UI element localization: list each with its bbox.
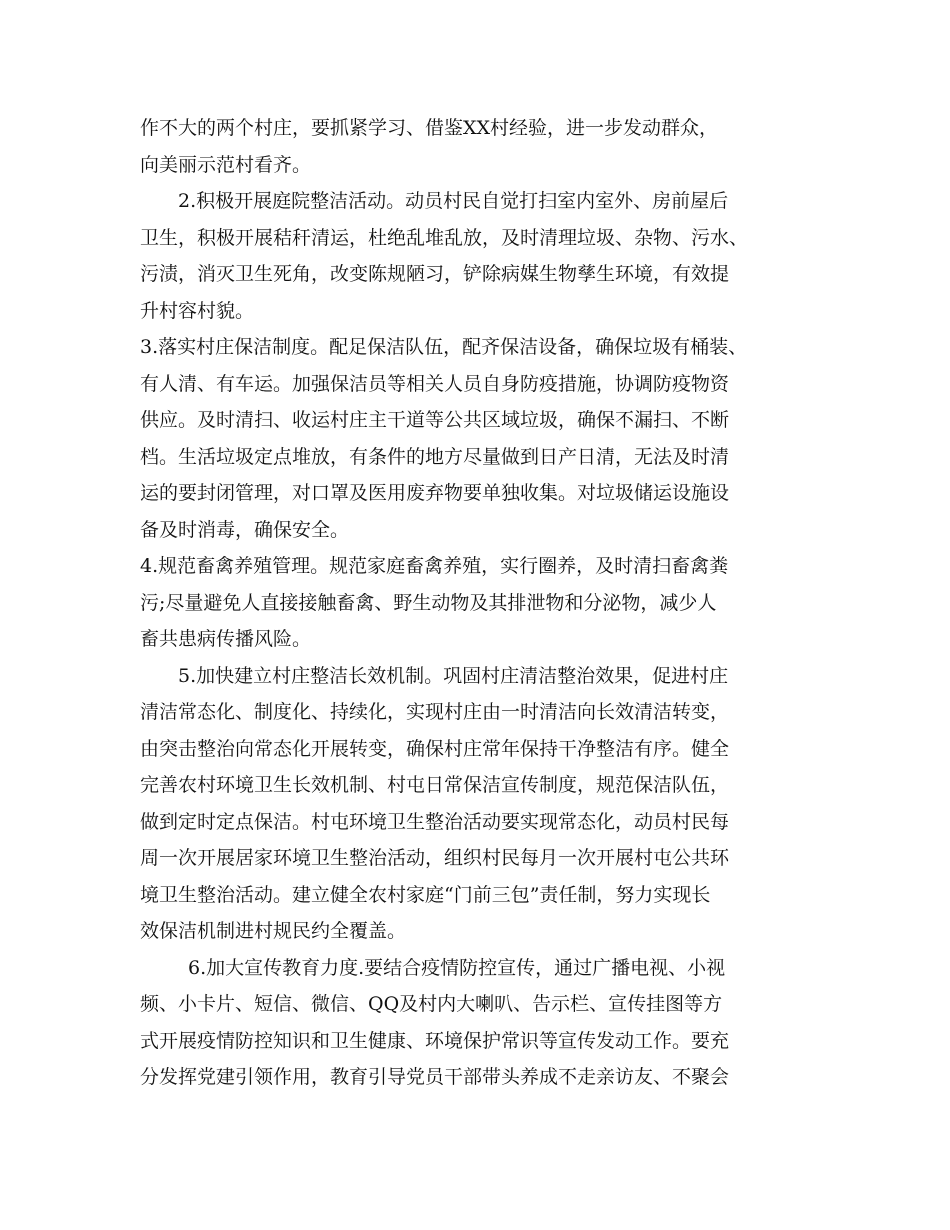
text-line: 由突击整治向常态化开展转变，确保村庄常年保持干净整洁有序。健全 — [140, 737, 730, 760]
text-line: 4.规范畜禽养殖管理。规范家庭畜禽养殖，实行圈养，及时清扫畜禽粪 — [140, 555, 729, 577]
text-line: 5.加快建立村庄整洁长效机制。巩固村庄清洁整治效果，促进村庄 — [178, 664, 729, 687]
text-line: 完善农村环境卫生长效机制、村屯日常保洁宣传制度，规范保洁队伍， — [140, 774, 730, 796]
text-line: 6.加大宣传教育力度.要结合疫情防控宣传，通过广播电视、小视 — [188, 956, 726, 979]
text-line: 境卫生整治活动。建立健全农村家庭“门前三包”责任制，努力实现长 — [140, 883, 711, 906]
document-body — [140, 110, 830, 1096]
text-line: 效保洁机制进村规民约全覆盖。 — [140, 920, 407, 942]
text-line: 供应。及时清扫、收运村庄主干道等公共区域垃圾，确保不漏扫、不断 — [140, 409, 730, 431]
text-line: 档。生活垃圾定点堆放，有条件的地方尽量做到日产日清，无法及时清 — [140, 445, 730, 468]
text-line: 式开展疫情防控知识和卫生健康、环境保护常识等宣传发动工作。要充 — [140, 1029, 730, 1052]
text-line: 升村容村貌。 — [140, 299, 255, 322]
text-line: 2.积极开展庭院整洁活动。动员村民自觉打扫室内室外、房前屋后 — [178, 190, 729, 212]
text-line: 卫生，积极开展秸秆清运，杜绝乱堆乱放，及时清理垃圾、杂物、污水、 — [140, 226, 749, 249]
text-line: 运的要封闭管理，对口罩及医用废弃物要单独收集。对垃圾储运设施设 — [140, 482, 730, 504]
text-line: 畜共患病传播风险。 — [140, 628, 312, 650]
text-line: 有人清、有车运。加强保洁员等相关人员自身防疫措施，协调防疫物资 — [140, 372, 730, 395]
text-line: 做到定时定点保洁。村屯环境卫生整治活动要实现常态化，动员村民每 — [140, 810, 730, 833]
text-line: 频、小卡片、短信、微信、QQ及村内大喇叭、告示栏、宣传挂图等方 — [140, 993, 723, 1015]
text-line: 作不大的两个村庄，要抓紧学习、借鉴XX村经验，进一步发动群众， — [140, 117, 719, 139]
text-line: 分发挥党建引领作用，教育引导党员干部带头养成不走亲访友、不聚会 — [140, 1066, 730, 1088]
text-line: 备及时消毒，确保安全。 — [140, 518, 350, 541]
text-line: 3.落实村庄保洁制度。配足保洁队伍，配齐保洁设备，确保垃圾有桶装、 — [140, 336, 748, 358]
text-line: 清洁常态化、制度化、持续化，实现村庄由一时清洁向长效清洁转变， — [140, 701, 730, 723]
text-line: 污;尽量避免人直接接触畜禽、野生动物及其排泄物和分泌物，减少人 — [140, 591, 717, 614]
text-line: 周一次开展居家环境卫生整治活动，组织村民每月一次开展村屯公共环 — [140, 847, 730, 869]
text-line: 污渍，消灭卫生死角，改变陈规陋习，铲除病媒生物孳生环境，有效提 — [140, 263, 730, 285]
text-line: 向美丽示范村看齐。 — [140, 153, 312, 176]
